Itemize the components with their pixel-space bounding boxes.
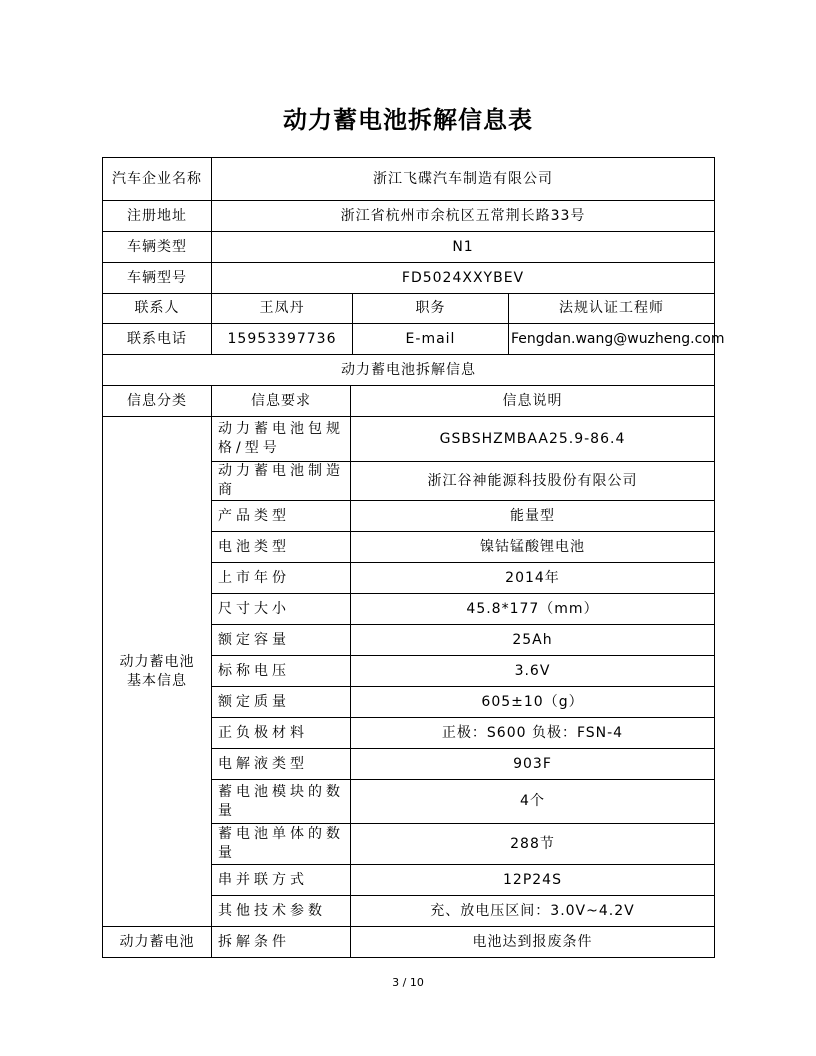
description-cell: 能量型	[351, 501, 715, 532]
requirement-cell: 串并联方式	[212, 865, 351, 896]
vehicle-model-label: 车辆型号	[103, 263, 212, 294]
requirement-cell: 正负极材料	[212, 718, 351, 749]
address-value: 浙江省杭州市余杭区五常荆长路33号	[212, 201, 715, 232]
basic-info-group: 动力蓄电池基本信息	[103, 417, 212, 927]
requirement-cell: 电池类型	[212, 532, 351, 563]
description-cell: 12P24S	[351, 865, 715, 896]
vehicle-type-value: N1	[212, 232, 715, 263]
contact-label: 联系人	[103, 294, 212, 324]
description-cell: 2014年	[351, 563, 715, 594]
description-cell: 电池达到报废条件	[351, 927, 715, 958]
description-cell: 4个	[351, 780, 715, 824]
header-description: 信息说明	[351, 386, 715, 417]
page-number: 3 / 10	[392, 976, 424, 989]
requirement-cell: 上市年份	[212, 563, 351, 594]
requirement-cell: 动力蓄电池制造商	[212, 462, 351, 501]
last-group-cell: 动力蓄电池	[103, 927, 212, 958]
position-label: 职务	[353, 294, 509, 324]
description-cell: 45.8*177（mm）	[351, 594, 715, 625]
description-cell: 镍钴锰酸锂电池	[351, 532, 715, 563]
phone-value: 15953397736	[212, 324, 353, 355]
description-cell: 浙江谷神能源科技股份有限公司	[351, 462, 715, 501]
email-label: E-mail	[353, 324, 509, 355]
header-requirement: 信息要求	[212, 386, 351, 417]
description-cell: 3.6V	[351, 656, 715, 687]
requirement-cell: 电解液类型	[212, 749, 351, 780]
table-row	[103, 417, 715, 462]
requirement-cell: 动力蓄电池包规格/型号	[212, 417, 351, 462]
table-row	[103, 927, 715, 958]
requirement-cell: 蓄电池单体的数量	[212, 824, 351, 865]
vehicle-model-value: FD5024XXYBEV	[212, 263, 715, 294]
description-cell: 288节	[351, 824, 715, 865]
description-cell: GSBSHZMBAA25.9-86.4	[351, 417, 715, 462]
address-label: 注册地址	[103, 201, 212, 232]
position-value: 法规认证工程师	[509, 294, 715, 324]
requirement-cell: 尺寸大小	[212, 594, 351, 625]
vehicle-type-label: 车辆类型	[103, 232, 212, 263]
description-cell: 充、放电压区间：3.0V~4.2V	[351, 896, 715, 927]
email-value: Fengdan.wang@wuzheng.com	[509, 324, 715, 355]
requirement-cell: 标称电压	[212, 656, 351, 687]
requirement-cell: 产品类型	[212, 501, 351, 532]
description-cell: 903F	[351, 749, 715, 780]
description-cell: 25Ah	[351, 625, 715, 656]
requirement-cell: 拆解条件	[212, 927, 351, 958]
company-value: 浙江飞碟汽车制造有限公司	[212, 158, 715, 201]
description-cell: 正极：S600 负极：FSN-4	[351, 718, 715, 749]
requirement-cell: 蓄电池模块的数量	[212, 780, 351, 824]
contact-value: 王凤丹	[212, 294, 353, 324]
vehicle-info-table	[102, 157, 725, 386]
description-cell: 605±10（g）	[351, 687, 715, 718]
header-category: 信息分类	[103, 386, 212, 417]
page-title: 动力蓄电池拆解信息表	[283, 106, 533, 134]
requirement-cell: 额定容量	[212, 625, 351, 656]
phone-label: 联系电话	[103, 324, 212, 355]
section-title: 动力蓄电池拆解信息	[103, 355, 715, 386]
requirement-cell: 其他技术参数	[212, 896, 351, 927]
battery-info-table	[102, 385, 715, 958]
requirement-cell: 额定质量	[212, 687, 351, 718]
company-label: 汽车企业名称	[103, 158, 212, 201]
